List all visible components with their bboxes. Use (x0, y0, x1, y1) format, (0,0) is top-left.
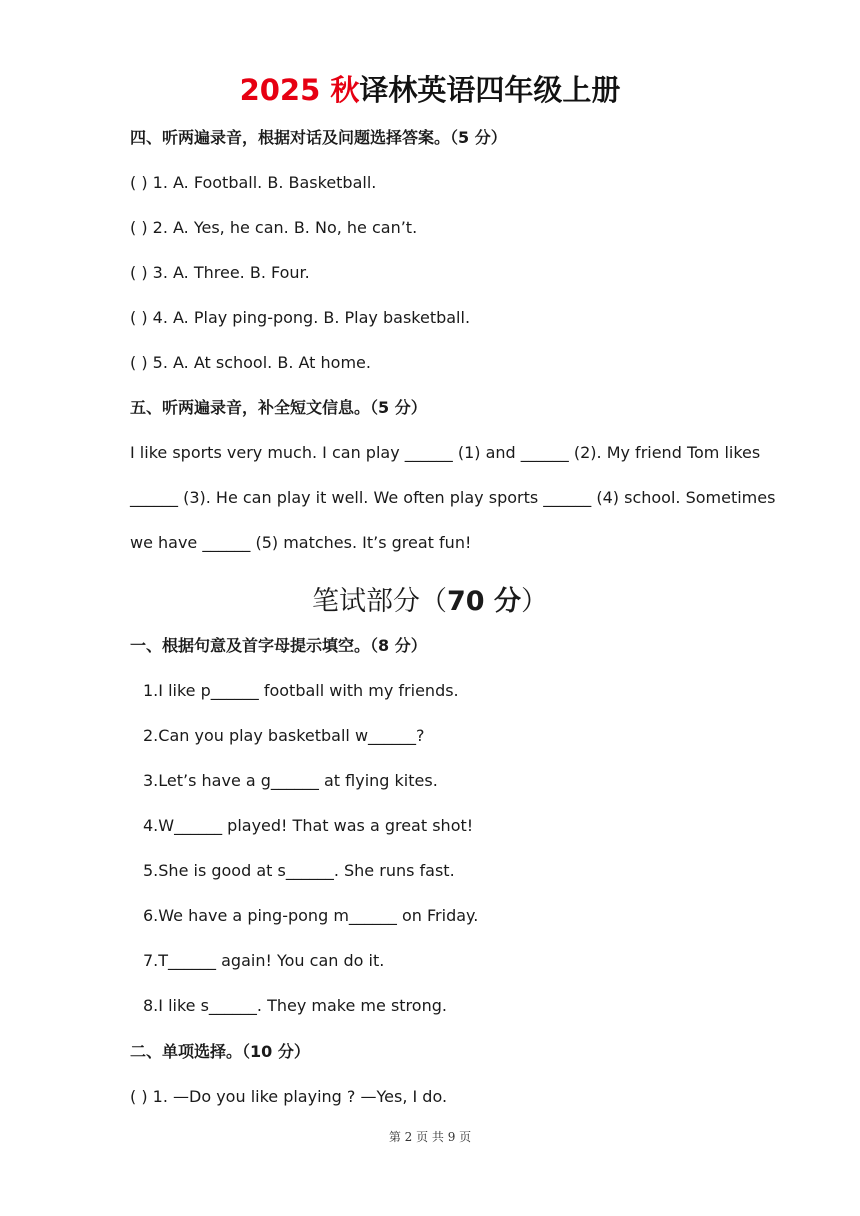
part1-item: 4.W______ played! That was a great shot! (143, 816, 474, 835)
part1-item: 6.We have a ping-pong m______ on Friday. (143, 906, 479, 925)
part1-item: 5.She is good at s______. She runs fast. (143, 861, 455, 880)
section5-line: I like sports very much. I can play ______ (1) and ______ (2). My friend Tom likes (130, 443, 761, 462)
section4-item: ( ) 2. A. Yes, he can. B. No, he can’t. (130, 218, 418, 237)
part1-item: 3.Let’s have a g______ at flying kites. (143, 771, 438, 790)
section5-line: we have ______ (5) matches. It’s great fun! (130, 533, 472, 552)
title-year: 2025 秋 (239, 73, 360, 107)
part1-item: 7.T______ again! You can do it. (143, 951, 385, 970)
section5-heading: 五、听两遍录音，补全短文信息。（5 分） (130, 398, 427, 417)
section4-heading: 四、听两遍录音，根据对话及问题选择答案。（5 分） (130, 128, 507, 147)
section4-item: ( ) 3. A. Three. B. Four. (130, 263, 310, 282)
written-part-score: 70 分 (447, 586, 521, 617)
written-part-label: 笔试部分（ (312, 586, 447, 617)
part1-item: 8.I like s______. They make me strong. (143, 996, 447, 1015)
part1-item: 2.Can you play basketball w______? (143, 726, 425, 745)
part1-heading: 一、根据句意及首字母提示填空。（8 分） (130, 636, 427, 655)
section5-line: ______ (3). He can play it well. We often play sports ______ (4) school. Sometimes (130, 488, 776, 507)
part2-item: ( ) 1. —Do you like playing ? —Yes, I do. (130, 1087, 448, 1106)
page-footer: 第 2 页 共 9 页 (388, 1130, 472, 1144)
part2-heading: 二、单项选择。（10 分） (130, 1042, 310, 1061)
section4-item: ( ) 4. A. Play ping-pong. B. Play basketball. (130, 308, 471, 327)
document-title (0, 68, 860, 112)
part1-item: 1.I like p______ football with my friends. (143, 681, 459, 700)
section4-item: ( ) 5. A. At school. B. At home. (130, 353, 371, 372)
written-part-close: ） (520, 586, 548, 617)
title-text: 译林英语四年级上册 (359, 73, 621, 107)
written-part-title (0, 583, 860, 621)
section4-item: ( ) 1. A. Football. B. Basketball. (130, 173, 377, 192)
